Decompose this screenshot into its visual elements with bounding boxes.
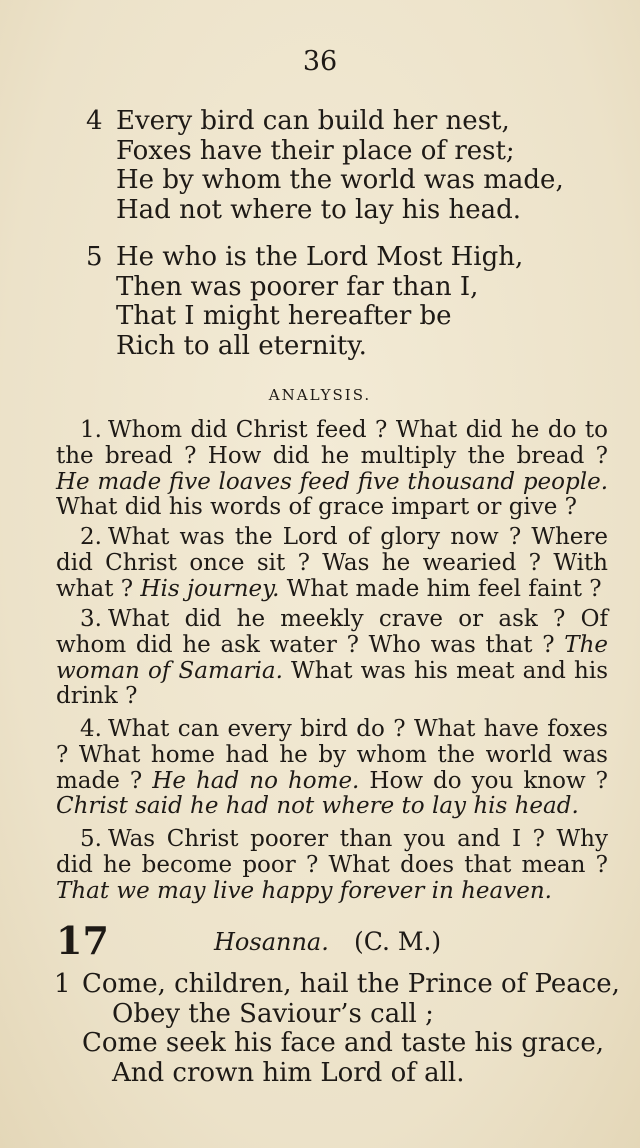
- hymn-number: 17: [56, 918, 109, 963]
- stanza-line: He who is the Lord Most High,: [116, 242, 524, 272]
- stanza-number: 4: [86, 106, 103, 136]
- analysis-item: [56, 525, 608, 602]
- analysis-heading: ANALYSIS.: [268, 386, 372, 404]
- stanza-line: Every bird can build her nest,: [116, 106, 510, 136]
- hymn-header: [56, 918, 616, 963]
- stanza-line: Rich to all eternity.: [116, 330, 367, 361]
- question-number: 1.: [80, 417, 102, 443]
- stanza-line: Had not where to lay his head.: [116, 194, 522, 225]
- analysis-item: [56, 717, 608, 820]
- hymn-meter: (C. M.): [354, 927, 442, 956]
- stanza: [86, 107, 616, 225]
- stanza-line: That I might hereafter be: [116, 301, 452, 331]
- question-text: What was the Lord of glory now ? Where did Christ once sit ? Was he wearied ? With what ?: [56, 524, 608, 602]
- question-text: What did his words of grace impart or give ?: [56, 494, 578, 521]
- answer-text: Christ said he had not where to lay his head.: [56, 793, 579, 820]
- hymn-stanza: [54, 969, 620, 1088]
- question-number: 5.: [80, 826, 102, 852]
- question-text: What did he meekly crave or ask ? Of whom did he ask water ? Who was that ?: [56, 606, 608, 658]
- analysis-item: [56, 607, 608, 710]
- hymn-line: Obey the Saviour’s call ;: [112, 998, 434, 1029]
- stanza-line: Foxes have their place of rest;: [116, 135, 515, 166]
- answer-text: He made five loaves feed five thousand people.: [56, 468, 608, 495]
- hymn-title: Hosanna.: [214, 928, 329, 956]
- question-text: What can every bird do ? What have foxes ? What home had he by whom the world was made ?: [56, 716, 608, 794]
- question-text: How do you know ?: [359, 767, 609, 794]
- stanza-number: 5: [86, 242, 103, 272]
- page-number: 36: [302, 46, 338, 77]
- hymn-line: Come, children, hail the Prince of Peace,: [82, 969, 620, 999]
- question-number: 3.: [80, 606, 102, 632]
- question-text: What made him feel faint ?: [279, 575, 602, 602]
- stanza-number: 1: [54, 969, 71, 999]
- stanza-line: Then was poorer far than I,: [116, 271, 479, 302]
- hymn-line: Come seek his face and taste his grace,: [82, 1028, 604, 1058]
- question-text: Was Christ poorer than you and I ? Why did he become poor ? What does that mean ?: [56, 826, 608, 878]
- question-text: What was his meat and his drink ?: [56, 657, 609, 710]
- question-number: 2.: [80, 524, 102, 550]
- question-text: Whom did Christ feed ? What did he do to the bread ? How did he multiply the bread ?: [56, 417, 608, 469]
- answer-text: His journey.: [140, 575, 280, 602]
- answer-text: The woman of Samaria.: [56, 631, 608, 684]
- question-number: 4.: [80, 716, 102, 742]
- stanza: [86, 243, 616, 361]
- hymn-line: And crown him Lord of all.: [112, 1057, 465, 1088]
- stanza-line: He by whom the world was made,: [116, 165, 564, 195]
- analysis-item: [56, 418, 608, 521]
- analysis-item: [56, 827, 608, 904]
- answer-text: He had no home.: [152, 767, 360, 794]
- answer-text: That we may live happy forever in heaven.: [56, 877, 552, 904]
